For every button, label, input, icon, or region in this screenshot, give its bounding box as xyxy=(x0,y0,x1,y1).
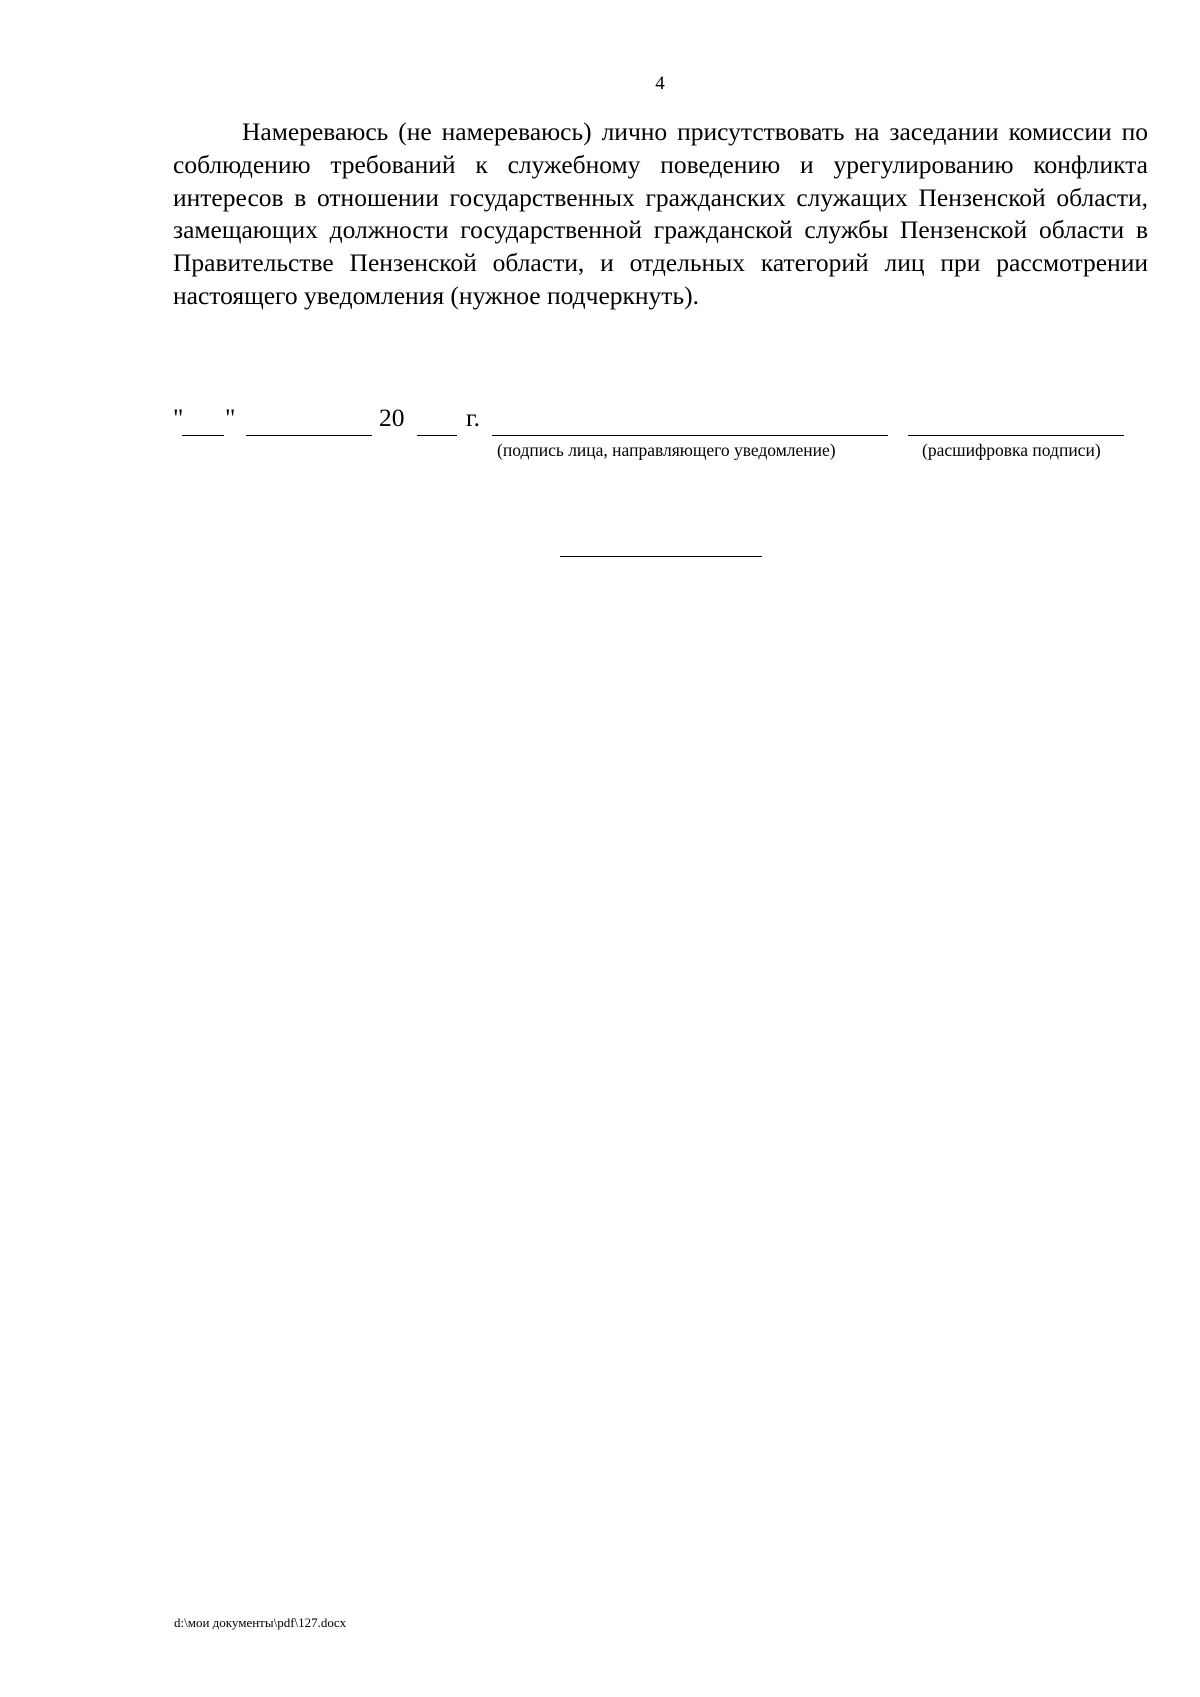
year-blank-line xyxy=(417,435,457,436)
page-number: 4 xyxy=(655,73,665,94)
year-suffix: г. xyxy=(466,403,480,432)
year-prefix: 20 xyxy=(379,403,405,432)
quote-close: " xyxy=(225,403,236,432)
day-blank-line xyxy=(182,435,224,436)
end-separator-line xyxy=(560,556,762,557)
decoding-line xyxy=(908,435,1124,436)
notice-paragraph: Намереваюсь (не намереваюсь) лично присутствовать на заседании комиссии по соблюдению требований к служебному поведению и урегулированию конфликта интересов в отношении государственных гражданских служащих Пензенской области, замещающих должности государственной гражданской службы Пензенской области в Правительстве Пензенской области, и отдельных категорий лиц при рассмотрении настоящего уведомления (нужное подчеркнуть). xyxy=(173,117,1148,310)
signature-caption: (подпись лица, направляющего уведомление) xyxy=(497,440,836,460)
signature-line xyxy=(492,435,888,436)
month-blank-line xyxy=(246,435,372,436)
file-path: d:\мои документы\pdf\127.docx xyxy=(174,1615,347,1630)
quote-open: " xyxy=(173,403,184,432)
decoding-caption: (расшифровка подписи) xyxy=(922,440,1101,460)
